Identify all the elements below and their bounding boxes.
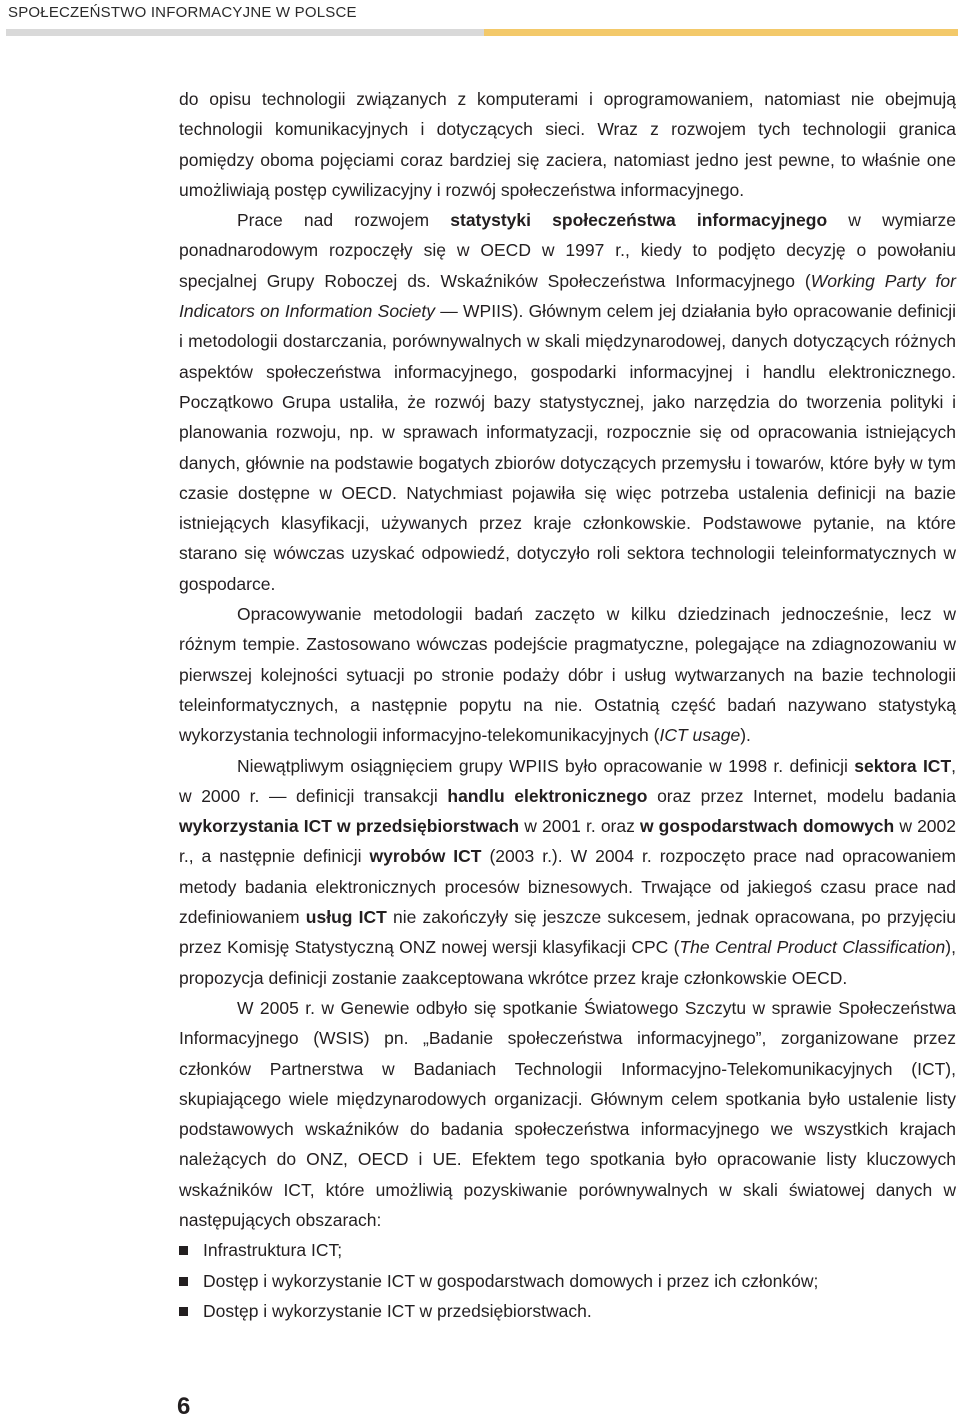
square-bullet-icon [179,1307,188,1316]
body-text [179,84,956,1326]
header-rule-grey [6,29,484,36]
bullet-list [179,1235,956,1326]
list-item [179,1266,956,1296]
list-item-text: Dostęp i wykorzystanie ICT w gospodarstwach domowych i przez ich członków; [203,1270,819,1291]
italic-term: ICT usage [659,725,741,746]
text-run: nie zakończyły się jeszcze sukcesem, jednak opracowana, po przyjęciu przez Komisję Statystyczną ONZ nowej wersji klasyfikacji CPC ( [179,907,956,958]
italic-term: The Central Product Classification [679,937,946,958]
text-run: Niewątpliwym osiągnięciem grupy WPIIS było opracowanie w 1998 r. definicji [237,755,855,776]
text-run: oraz przez Internet, modelu badania [647,785,956,806]
list-item-text: Dostęp i wykorzystanie ICT w przedsiębiorstwach. [203,1300,592,1321]
paragraph-5 [179,993,956,1235]
bold-term: wyrobów ICT [369,846,482,867]
text-run: ), propozycja definicji zostanie zaakceptowana wkrótce przez kraje członkowskie OECD. [179,937,956,988]
text-run: ). [740,725,751,746]
italic-term: Working Party for Indicators on Information Society [179,270,956,322]
list-item [179,1296,956,1326]
bold-term: w gospodarstwach domowych [639,816,895,837]
bold-term: handlu elektronicznego [447,785,648,806]
header-rule-gold [484,29,958,36]
paragraph-2 [179,205,956,599]
paragraph-4 [179,751,956,993]
page-number: 6 [177,1393,191,1420]
square-bullet-icon [179,1277,188,1286]
text-run: — WPIIS). Głównym celem jej działania było opracowanie definicji i metodologii dostarczania, porównywalnych w skali międzynarodowej, danych dotyczących różnych aspektów społeczeństwa informacyjnego, gospodarki informacyjnej i handlu elektronicznego. Początkowo Grupa ustaliła, że rozwój bazy statystycznej, jako narzędzia do tworzenia polityki i planowania rozwoju, np. w sprawach informatyzacji, rozpocznie się od opracowania istniejących danych, głównie na podstawie bogatych zbiorów dotyczących przemysłu i towarów, które były w tym czasie dostępne w OECD. Natychmiast pojawiła się więc potrzeba ustalenia definicji na bazie istniejących klasyfikacji, używanych przez kraje członkowskie. Podstawowe pytanie, na które starano się wówczas uzyskać odpowiedź, dotyczyło roli sektora technologii teleinformatycznych w gospodarce. [179,301,956,594]
paragraph-1 [179,84,956,205]
list-item [179,1235,956,1265]
bold-term: sektora ICT [854,755,952,776]
text-run: (2003 r.). W 2004 r. rozpoczęto prace nad opracowaniem metody badania elektronicznych procesów biznesowych. Trwające od jakiegoś czasu prace nad zdefiniowaniem [179,846,957,928]
text-run: w 2002 r., a następnie definicji [179,816,957,867]
text-run: Opracowywanie metodologii badań zaczęto w kilku dziedzinach jednocześnie, lecz w różnym tempie. Zastosowano wówczas podejście pragmatyczne, polegające na zdiagnozowaniu w pierwszej kolejności sytuacji po stronie podaży dóbr i usług wytwarzanych na bazie technologii teleinformatycznych, a następnie popytu na nie. Ostatnią część badań nazywano statystyką wykorzystania technologii informacyjno-telekomunikacyjnych ( [179,604,956,746]
paragraph-3 [179,599,956,750]
bold-term: statystyki społeczeństwa informacyjnego [450,210,828,231]
list-item-text: Infrastruktura ICT; [203,1240,343,1261]
bold-term: usług ICT [305,907,387,928]
bold-term: wykorzystania ICT w przedsiębiorstwach [179,816,520,837]
square-bullet-icon [179,1246,188,1255]
text-run: , w 2000 r. — definicji transakcji [179,755,957,806]
running-header: SPOŁECZEŃSTWO INFORMACYJNE W POLSCE [8,4,357,21]
text-run: Prace nad rozwojem [237,210,451,231]
text-run: do opisu technologii związanych z komputerami i oprogramowaniem, natomiast nie obejmują technologii komunikacyjnych i dotyczących sieci. Wraz z rozwojem tych technologii granica pomiędzy oboma pojęciami coraz bardziej się zaciera, natomiast jedno jest pewne, to właśnie one umożliwiają postęp cywilizacyjny i rozwój społeczeństwa informacyjnego. [179,89,956,200]
text-run: w 2001 r. oraz [519,816,640,837]
text-run: W 2005 r. w Genewie odbyło się spotkanie Światowego Szczytu w sprawie Społeczeństwa Informacyjnego (WSIS) pn. „Badanie społeczeństwa informacyjnego”, zorganizowane przez członków Partnerstwa w Badaniach Technologii Informacyjno-Telekomunikacyjnych (ICT), skupiającego wiele międzynarodowych organizacji. Głównym celem spotkania było ustalenie listy podstawowych wskaźników do badania społeczeństwa informacyjnego we wszystkich krajach należących do ONZ, OECD i UE. Efektem tego spotkania było opracowanie listy kluczowych wskaźników ICT, które umożliwią pozyskiwanie porównywalnych w skali światowej danych w następujących obszarach: [179,997,956,1230]
text-run: w wymiarze ponadnarodowym rozpoczęły się w OECD w 1997 r., kiedy to podjęto decyzję o powołaniu specjalnej Grupy Roboczej ds. Wskaźników Społeczeństwa Informacyjnego ( [179,210,956,291]
